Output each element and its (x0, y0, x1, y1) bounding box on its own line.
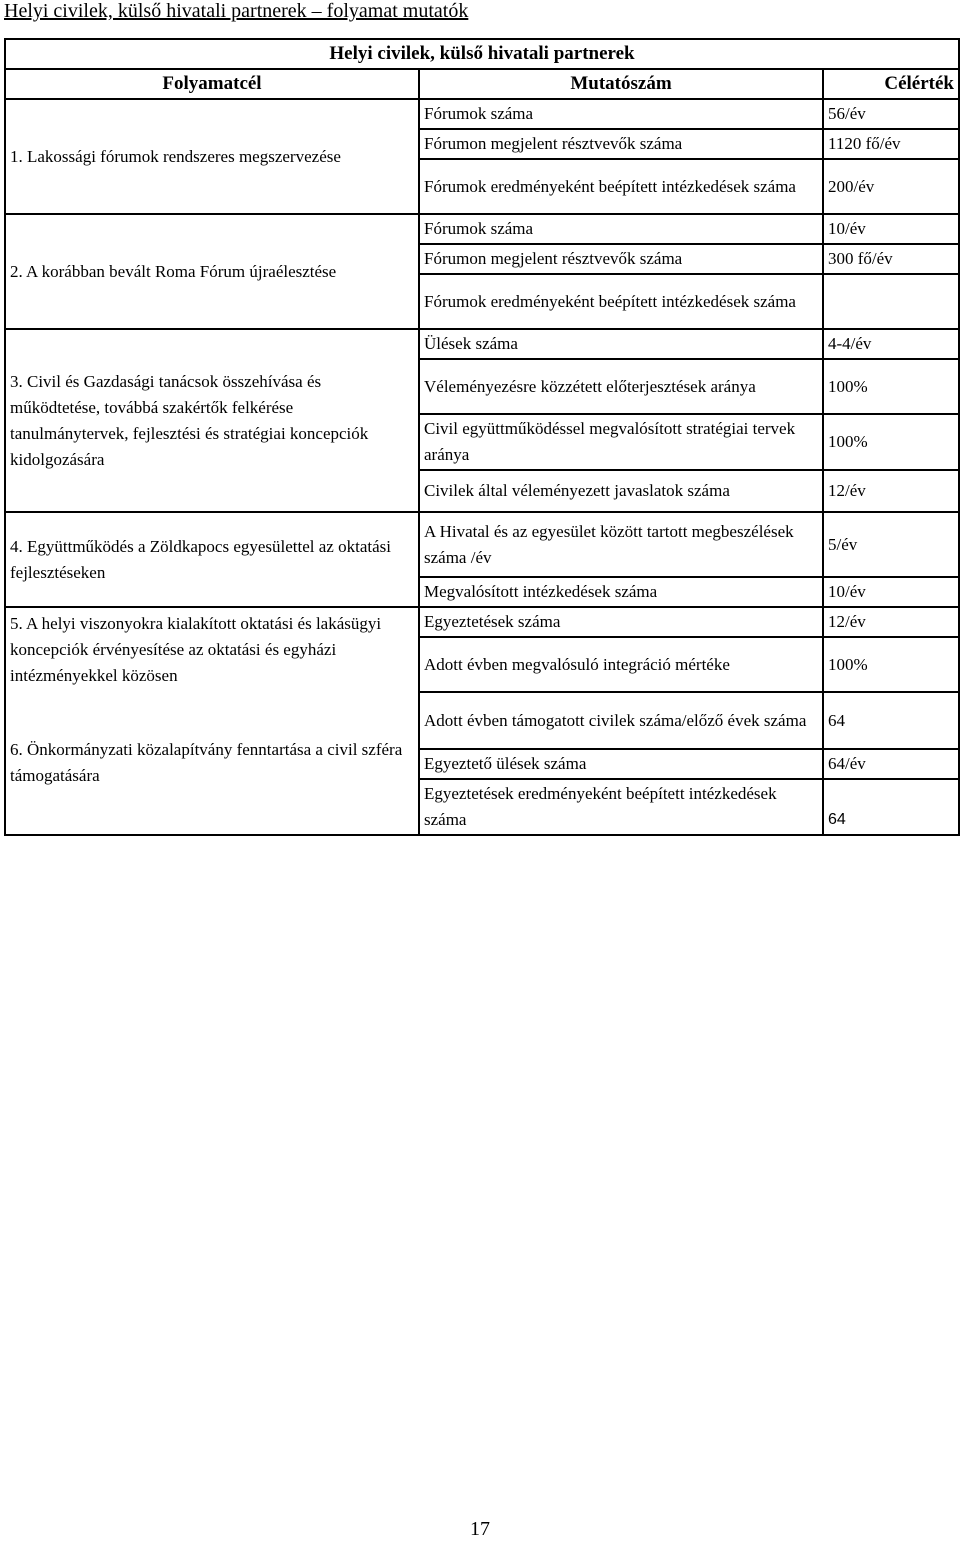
goal-5: 5. A helyi viszonyokra kialakított oktatási és lakásügyi koncepciók érvényesítése az oktatási és egyházi intézményekkel közösen (5, 607, 419, 692)
header-row (5, 69, 959, 99)
table-row (5, 512, 959, 577)
indicator-cell: Ülések száma (419, 329, 823, 359)
table-row (5, 214, 959, 244)
indicator-cell: Civil együttműködéssel megvalósított stratégiai tervek aránya (419, 414, 823, 470)
indicator-cell: Fórumok eredményeként beépített intézkedések száma (419, 274, 823, 329)
target-cell: 10/év (823, 577, 959, 607)
page-number: 17 (470, 1518, 490, 1540)
target-cell: 64 (823, 692, 959, 749)
indicator-cell: Egyeztetések száma (419, 607, 823, 637)
header-goal: Folyamatcél (5, 69, 419, 99)
target-cell: 100% (823, 637, 959, 692)
table-row (5, 99, 959, 129)
header-target: Célérték (823, 69, 959, 99)
target-cell: 1120 fő/év (823, 129, 959, 159)
indicator-cell: Fórumok száma (419, 214, 823, 244)
target-cell: 100% (823, 359, 959, 414)
goal-6: 6. Önkormányzati közalapítvány fenntartása a civil szféra támogatására (5, 692, 419, 835)
indicator-table (4, 38, 960, 836)
table-row (5, 607, 959, 637)
target-cell: 64/év (823, 749, 959, 779)
target-cell: 12/év (823, 607, 959, 637)
target-cell: 5/év (823, 512, 959, 577)
indicator-cell: A Hivatal és az egyesület között tartott megbeszélések száma /év (419, 512, 823, 577)
indicator-cell: Civilek által véleményezett javaslatok száma (419, 470, 823, 512)
indicator-cell: Fórumon megjelent résztvevők száma (419, 129, 823, 159)
target-cell: 64 (823, 779, 959, 835)
target-cell: 10/év (823, 214, 959, 244)
target-cell: 200/év (823, 159, 959, 214)
page-heading: Helyi civilek, külső hivatali partnerek – folyamat mutatók (4, 0, 469, 22)
target-cell: 12/év (823, 470, 959, 512)
indicator-cell: Egyeztető ülések száma (419, 749, 823, 779)
table-title: Helyi civilek, külső hivatali partnerek (5, 39, 959, 69)
indicator-cell: Egyeztetések eredményeként beépített intézkedések száma (419, 779, 823, 835)
table-row (5, 692, 959, 749)
table-row (5, 329, 959, 359)
goal-4: 4. Együttműködés a Zöldkapocs egyesülettel az oktatási fejlesztéseken (5, 512, 419, 607)
indicator-cell: Fórumok száma (419, 99, 823, 129)
indicator-cell: Adott évben támogatott civilek száma/előző évek száma (419, 692, 823, 749)
goal-3: 3. Civil és Gazdasági tanácsok összehívása és működtetése, továbbá szakértők felkérése tanulmánytervek, fejlesztési és stratégiai koncepciók kidolgozására (5, 329, 419, 512)
target-cell: 56/év (823, 99, 959, 129)
indicator-cell: Fórumok eredményeként beépített intézkedések száma (419, 159, 823, 214)
target-cell: 4-4/év (823, 329, 959, 359)
target-cell: 300 fő/év (823, 244, 959, 274)
indicator-cell: Fórumon megjelent résztvevők száma (419, 244, 823, 274)
goal-1: 1. Lakossági fórumok rendszeres megszervezése (5, 99, 419, 214)
target-cell: 100% (823, 414, 959, 470)
indicator-cell: Megvalósított intézkedések száma (419, 577, 823, 607)
indicator-cell: Adott évben megvalósuló integráció mértéke (419, 637, 823, 692)
target-cell (823, 274, 959, 329)
header-indicator: Mutatószám (419, 69, 823, 99)
indicator-cell: Véleményezésre közzétett előterjesztések aránya (419, 359, 823, 414)
goal-2: 2. A korábban bevált Roma Fórum újraélesztése (5, 214, 419, 329)
